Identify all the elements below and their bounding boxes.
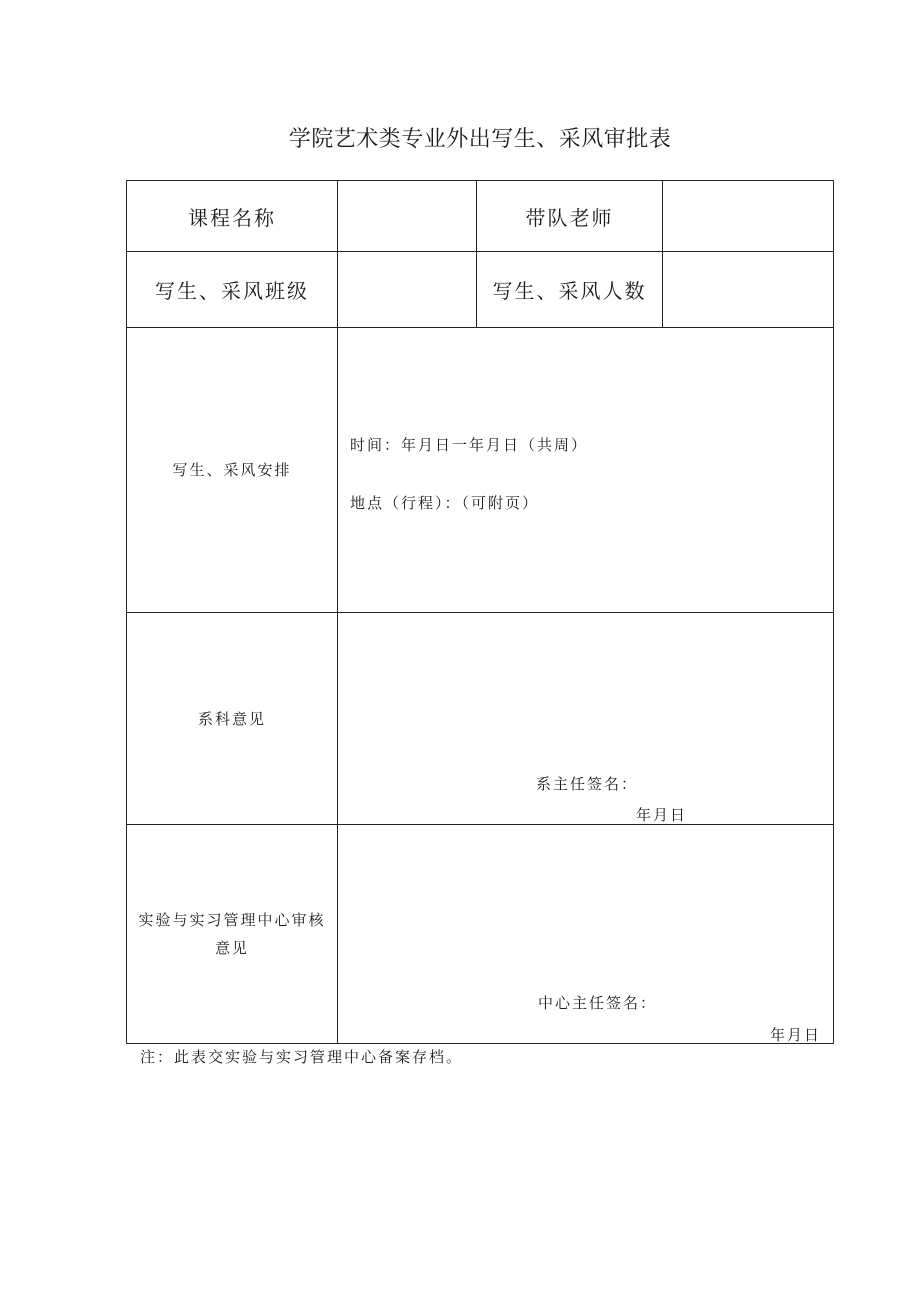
center-review-field[interactable] bbox=[337, 824, 834, 1044]
class-label: 写生、采风班级 bbox=[126, 251, 338, 328]
arrangement-label: 写生、采风安排 bbox=[126, 327, 338, 613]
center-signature-label: 中心主任签名： bbox=[538, 994, 658, 1012]
footnote: 注：此表交实验与实习管理中心备案存档。 bbox=[140, 1048, 464, 1066]
page-title: 学院艺术类专业外出写生、采风审批表 bbox=[288, 127, 672, 152]
department-date-label: 年月日 bbox=[636, 806, 688, 824]
student-count-label: 写生、采风人数 bbox=[476, 251, 663, 328]
course-name-label: 课程名称 bbox=[126, 180, 338, 252]
lead-teacher-field[interactable] bbox=[662, 180, 834, 252]
class-field[interactable] bbox=[337, 251, 477, 328]
approval-form bbox=[126, 180, 834, 1044]
center-review-label: 实验与实习管理中心审核意见 bbox=[126, 824, 338, 1044]
lead-teacher-label: 带队老师 bbox=[476, 180, 663, 252]
student-count-field[interactable] bbox=[662, 251, 834, 328]
department-signature-label: 系主任签名： bbox=[536, 775, 639, 793]
department-opinion-field[interactable] bbox=[337, 612, 834, 825]
center-date-label: 年月日 bbox=[770, 1026, 822, 1044]
arrangement-time-line: 时间：年月日一年月日（共周） bbox=[350, 436, 589, 454]
department-opinion-label: 系科意见 bbox=[126, 612, 338, 825]
arrangement-place-line: 地点（行程）：（可附页） bbox=[350, 494, 540, 512]
arrangement-field[interactable] bbox=[337, 327, 834, 613]
course-name-field[interactable] bbox=[337, 180, 477, 252]
